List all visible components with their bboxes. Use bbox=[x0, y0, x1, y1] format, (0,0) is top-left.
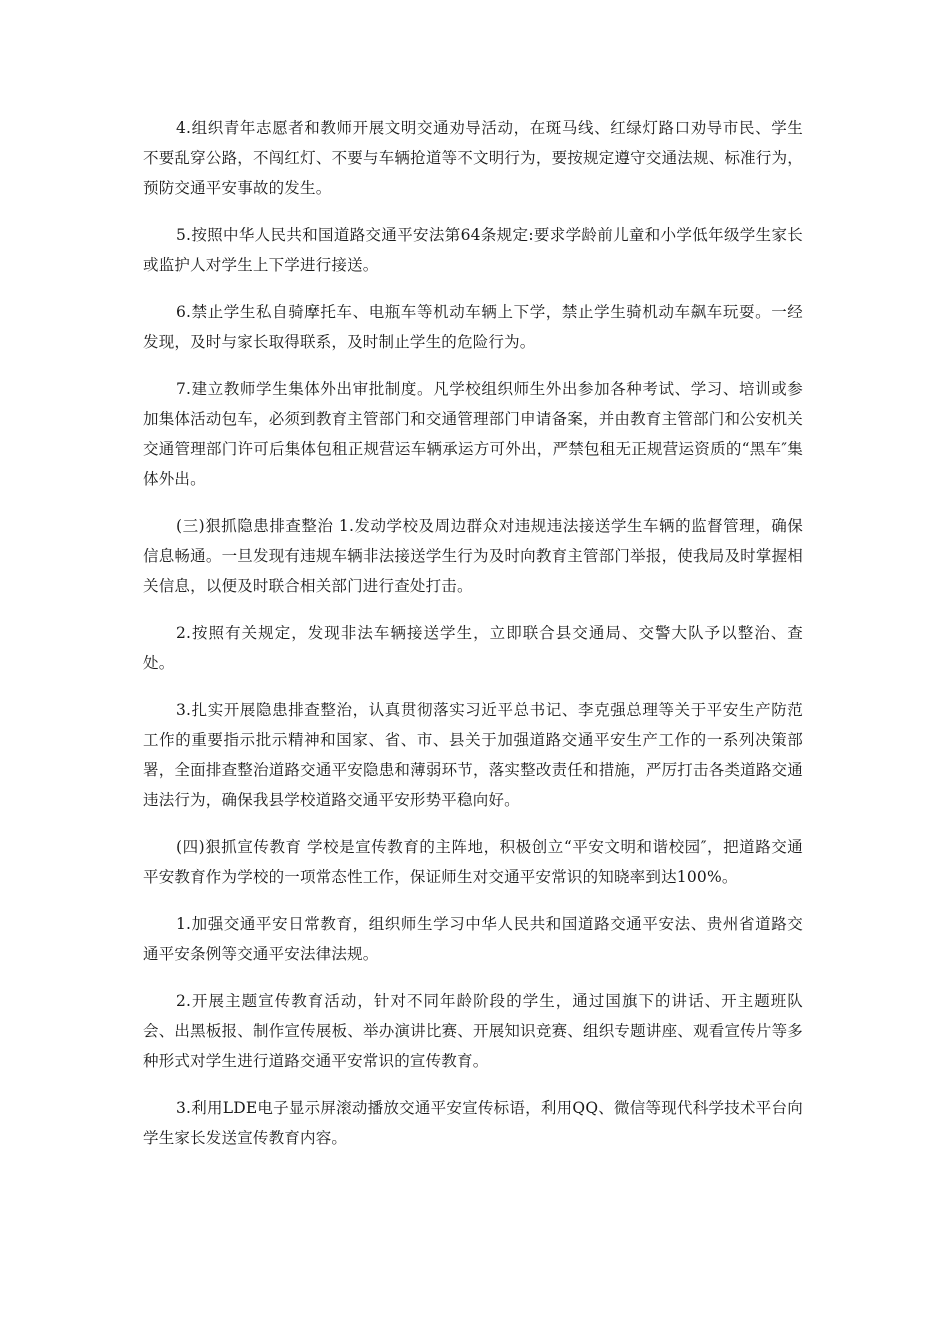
paragraph-item-3-led-screens: 3.利用LDE电子显示屏滚动播放交通平安宣传标语，利用QQ、微信等现代科学技术平台向学生家长发送宣传教育内容。 bbox=[143, 1099, 803, 1147]
paragraph-item-2-illegal-vehicles: 2.按照有关规定，发现非法车辆接送学生，立即联合县交通局、交警大队予以整治、查处。 bbox=[143, 624, 803, 672]
paragraph-item-4-volunteer-guidance: 4.组织青年志愿者和教师开展文明交通劝导活动，在斑马线、红绿灯路口劝导市民、学生不要乱穿公路，不闯红灯、不要与车辆抢道等不文明行为，要按规定遵守交通法规、标准行为，预防交通平安事故的发生。 bbox=[143, 119, 803, 197]
paragraph-item-2-theme-activities: 2.开展主题宣传教育活动，针对不同年龄阶段的学生，通过国旗下的讲话、开主题班队会、出黑板报、制作宣传展板、举办演讲比赛、开展知识竞赛、组织专题讲座、观看宣传片等多种形式对学生进行道路交通平安常识的宣传教育。 bbox=[143, 992, 803, 1070]
paragraph-item-3-hazard-rectification: 3.扎实开展隐患排查整治，认真贯彻落实习近平总书记、李克强总理等关于平安生产防范工作的重要指示批示精神和国家、省、市、县关于加强道路交通平安生产工作的一系列决策部署，全面排查整治道路交通平安隐患和薄弱环节，落实整改责任和措施，严厉打击各类道路交通违法行为，确保我县学校道路交通平安形势平稳向好。 bbox=[143, 701, 803, 809]
paragraph-item-7-outing-approval: 7.建立教师学生集体外出审批制度。凡学校组织师生外出参加各种考试、学习、培训或参加集体活动包车，必须到教育主管部门和交通管理部门申请备案，并由教育主管部门和公安机关交通管理部门许可后集体包租正规营运车辆承运方可外出，严禁包租无正规营运资质的“黑车″集体外出。 bbox=[143, 380, 803, 488]
paragraph-section-3-hazard-inspection: (三)狠抓隐患排查整治 1.发动学校及周边群众对违规违法接送学生车辆的监督管理，确保信息畅通。一旦发现有违规车辆非法接送学生行为及时向教育主管部门举报，使我局及时掌握相关信息，以便及时联合相关部门进行查处打击。 bbox=[143, 517, 803, 595]
document-body bbox=[143, 113, 803, 1170]
paragraph-section-4-publicity-education: (四)狠抓宣传教育 学校是宣传教育的主阵地，积极创立“平安文明和谐校园″，把道路交通平安教育作为学校的一项常态性工作，保证师生对交通平安常识的知晓率到达100%。 bbox=[143, 838, 803, 886]
paragraph-item-1-daily-education: 1.加强交通平安日常教育，组织师生学习中华人民共和国道路交通平安法、贵州省道路交通平安条例等交通平安法律法规。 bbox=[143, 915, 803, 963]
paragraph-item-6-motorcycle-ban: 6.禁止学生私自骑摩托车、电瓶车等机动车辆上下学，禁止学生骑机动车飙车玩耍。一经发现，及时与家长取得联系，及时制止学生的危险行为。 bbox=[143, 303, 803, 351]
paragraph-item-5-escort-rule: 5.按照中华人民共和国道路交通平安法第64条规定:要求学龄前儿童和小学低年级学生家长或监护人对学生上下学进行接送。 bbox=[143, 226, 803, 274]
